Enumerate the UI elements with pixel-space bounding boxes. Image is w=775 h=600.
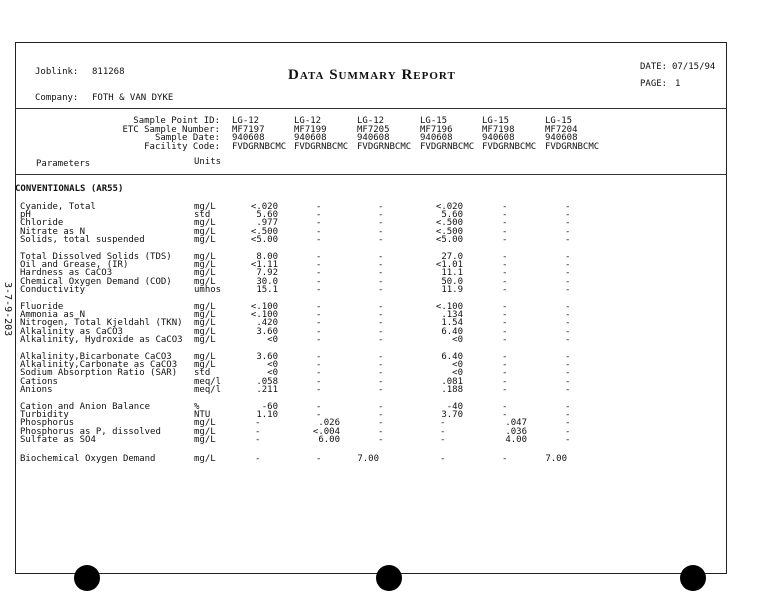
parameter-name: Turbidity [20,410,69,421]
cell-value: - [316,210,322,221]
cell-value: - [316,310,322,321]
parameter-name: Nitrogen, Total Kjeldahl (TKN) [20,318,183,329]
parameter-unit: mg/L [194,352,216,362]
sample-info-label: Facility Code: [144,141,220,152]
cell-value: <.500 [435,218,463,229]
cell-value: 1.54 [441,318,463,329]
sample-info-date: 940608 [294,133,327,144]
sample-info-point: LG-12 [232,116,260,126]
cell-value: - [255,454,261,464]
cell-value: - [502,260,508,271]
sample-info-date: 940608 [232,133,265,144]
cell-value: - [316,276,322,287]
cell-value: - [565,368,571,379]
cell-value: 3.60 [256,352,278,362]
cell-value: - [378,260,384,271]
sample-info-label: ETC Sample Number: [122,124,220,135]
cell-value: - [502,276,508,287]
sample-info-date: 940608 [545,133,578,144]
parameter-name: Cyanide, Total [20,202,96,212]
cell-value: - [316,268,322,279]
parameter-unit: umhos [194,284,222,295]
cell-value: .047 [505,418,527,429]
parameter-name: Phosphorus [20,418,75,429]
cell-value: - [440,434,446,445]
cell-value: - [255,434,261,445]
cell-value: <0 [267,334,278,345]
cell-value: - [378,268,384,279]
cell-value: - [502,226,508,237]
parameter-name: Cations [20,376,58,387]
cell-value: - [316,384,322,395]
cell-value: - [378,284,384,295]
sample-info-date: 940608 [357,133,390,144]
cell-value: - [316,402,322,412]
sample-info-facility: FVDGRNBCMC [420,141,475,152]
parameter-unit: mg/L [194,268,216,279]
cell-value: - [565,352,571,362]
parameter-unit: mg/L [194,334,216,345]
cell-value: - [565,418,571,429]
company-value: FOTH & VAN DYKE [92,93,174,103]
parameters-header: Parameters [36,159,91,169]
parameter-name: Cation and Anion Balance [20,402,151,412]
parameter-unit: mg/L [194,310,216,321]
parameter-name: Ammonia as N [20,310,86,321]
cell-value: - [565,434,571,445]
parameter-unit: mg/L [194,426,216,437]
cell-value: - [502,202,508,212]
cell-value: <.100 [250,302,278,312]
cell-value: - [502,284,508,295]
cell-value: - [378,368,384,379]
cell-value: -60 [261,402,278,412]
cell-value: - [316,252,322,262]
cell-value: - [316,234,322,245]
cell-value: - [440,454,446,464]
binder-hole-right [680,565,706,591]
cell-value: 27.0 [441,252,463,262]
binder-hole-center [376,565,402,591]
cell-value: 1.10 [256,410,278,421]
page-label: PAGE: [640,79,668,89]
cell-value: 7.00 [545,454,567,464]
parameter-unit: std [194,368,211,379]
cell-value: -40 [446,402,463,412]
cell-value: - [565,202,571,212]
cell-value: .081 [441,376,463,387]
cell-value: - [502,218,508,229]
cell-value: - [316,260,322,271]
cell-value: - [378,334,384,345]
cell-value: 15.1 [256,284,278,295]
cell-value: - [316,226,322,237]
date-value: 07/15/94 [672,62,716,72]
sample-info-facility: FVDGRNBCMC [357,141,412,152]
cell-value: - [565,376,571,387]
cell-value: 50.0 [441,276,463,287]
units-header: Units [194,157,222,167]
section-title: CONVENTIONALS (AR55) [15,184,124,194]
cell-value: - [565,310,571,321]
cell-value: .977 [256,218,278,229]
cell-value: - [378,326,384,337]
parameter-name: Alkalinity as CaCO3 [20,326,123,337]
cell-value: - [502,210,508,221]
cell-value: 11.1 [441,268,463,279]
cell-value: <1.01 [435,260,463,271]
cell-value: 7.00 [357,454,379,464]
cell-value: 30.0 [256,276,278,287]
cell-value: - [502,352,508,362]
cell-value: - [316,284,322,295]
cell-value: 6.40 [441,352,463,362]
parameter-name: Chemical Oxygen Demand (COD) [20,276,172,287]
date-label: DATE: [640,62,668,72]
cell-value: 5.60 [441,210,463,221]
title-initial: S [329,67,339,83]
parameter-unit: mg/L [194,434,216,445]
sample-info-point: LG-12 [357,116,385,126]
cell-value: - [565,226,571,237]
parameter-unit: NTU [194,410,211,421]
cell-value: - [502,454,508,464]
cell-value: - [565,210,571,221]
cell-value: - [316,376,322,387]
cell-value: - [316,454,322,464]
cell-value: .188 [441,384,463,395]
sample-info-number: MF7204 [545,124,578,135]
sample-info-number: MF7196 [420,124,453,135]
cell-value: - [378,226,384,237]
cell-value: - [378,302,384,312]
company-label: Company: [35,93,79,103]
cell-value: - [378,234,384,245]
cell-value: - [378,310,384,321]
cell-value: - [565,302,571,312]
parameter-name: Alkalinity,Carbonate as CaCO3 [20,360,178,371]
cell-value: - [565,326,571,337]
cell-value: - [565,384,571,395]
cell-value: <.020 [250,202,278,212]
cell-value: 11.9 [441,284,463,295]
cell-value: - [565,402,571,412]
cell-value: 8.00 [256,252,278,262]
cell-value: - [565,410,571,421]
sample-info-point: LG-12 [294,116,322,126]
cell-value: <.500 [435,226,463,237]
cell-value: <0 [452,360,463,371]
parameter-unit: mg/L [194,234,216,245]
cell-value: <0 [267,360,278,371]
parameter-name: Hardness as CaCO3 [20,268,113,279]
cell-value: - [502,302,508,312]
cell-value: - [502,268,508,279]
cell-value: <5.00 [435,234,463,245]
parameter-unit: mg/L [194,276,216,287]
cell-value: - [316,410,322,421]
cell-value: <5.00 [250,234,278,245]
cell-value: - [316,352,322,362]
cell-value: - [502,310,508,321]
cell-value: <.500 [250,226,278,237]
cell-value: - [502,360,508,371]
cell-value: - [565,334,571,345]
cell-value: .036 [505,426,527,437]
parameter-name: Alkalinity, Hydroxide as CaCO3 [20,334,183,345]
cell-value: <.004 [312,426,340,437]
title-initial: R [401,67,414,83]
cell-value: - [502,318,508,329]
cell-value: <1.11 [250,260,278,271]
parameter-unit: mg/L [194,226,216,237]
parameter-unit: meq/l [194,376,222,387]
parameter-name: Sulfate as SO4 [20,434,96,445]
cell-value: - [440,418,446,429]
cell-value: - [378,202,384,212]
parameter-unit: mg/L [194,302,216,312]
cell-value: - [502,410,508,421]
parameter-name: Biochemical Oxygen Demand [20,454,156,464]
cell-value: .058 [256,376,278,387]
cell-value: - [378,210,384,221]
cell-value: - [378,352,384,362]
cell-value: - [255,418,261,429]
parameter-name: Fluoride [20,302,64,312]
cell-value: - [378,218,384,229]
parameter-unit: % [194,402,200,412]
sample-info-point: LG-15 [482,116,510,126]
sample-info-facility: FVDGRNBCMC [232,141,287,152]
cell-value: - [378,376,384,387]
joblink-label: Joblink: [35,67,79,77]
sample-info-number: MF7205 [357,124,390,135]
cell-value: - [316,368,322,379]
sample-info-date: 940608 [420,133,453,144]
cell-value: - [502,384,508,395]
header-divider [15,108,727,109]
cell-value: - [255,426,261,437]
cell-value: - [378,410,384,421]
cell-value: <.100 [435,302,463,312]
sample-info-date: 940608 [482,133,515,144]
sample-info-facility: FVDGRNBCMC [294,141,349,152]
cell-value: <.020 [435,202,463,212]
parameter-name: Conductivity [20,284,86,295]
title-rest: UMMARY [338,70,397,82]
parameter-unit: mg/L [194,418,216,429]
cell-value: 6.40 [441,326,463,337]
parameter-unit: std [194,210,211,221]
report-title [288,67,456,84]
page-value: 1 [675,79,681,89]
parameter-unit: mg/L [194,454,216,464]
cell-value: - [565,218,571,229]
cell-value: - [565,252,571,262]
cell-value: - [440,426,446,437]
cell-value: - [502,402,508,412]
cell-value: - [565,284,571,295]
cell-value: - [316,218,322,229]
cell-value: - [316,318,322,329]
parameter-name: Anions [20,384,53,395]
column-header-divider [15,174,727,175]
cell-value: - [316,334,322,345]
cell-value: - [378,276,384,287]
parameter-name: Total Dissolved Solids (TDS) [20,252,172,262]
cell-value: <0 [267,368,278,379]
parameter-unit: mg/L [194,202,216,212]
parameter-unit: mg/L [194,326,216,337]
cell-value: - [565,276,571,287]
title-rest: EPORT [413,70,456,82]
title-rest: ATA [299,70,325,82]
cell-value: - [378,418,384,429]
parameter-name: Phosphorus as P, dissolved [20,426,161,437]
sample-info-label: Sample Point ID: [133,116,220,126]
cell-value: 3.60 [256,326,278,337]
sample-info-facility: FVDGRNBCMC [545,141,600,152]
cell-value: .211 [256,384,278,395]
cell-value: <.100 [250,310,278,321]
side-annotation: 3-7-9-203 [2,282,13,337]
cell-value: - [565,268,571,279]
cell-value: - [565,318,571,329]
cell-value: - [502,326,508,337]
cell-value: - [316,360,322,371]
cell-value: - [565,260,571,271]
parameter-name: Sodium Absorption Ratio (SAR) [20,368,178,379]
sample-info-number: MF7197 [232,124,265,135]
cell-value: 7.92 [256,268,278,279]
cell-value: - [565,234,571,245]
cell-value: <0 [452,368,463,379]
cell-value: .420 [256,318,278,329]
cell-value: <0 [452,334,463,345]
cell-value: .026 [318,418,340,429]
cell-value: 5.60 [256,210,278,221]
cell-value: - [378,318,384,329]
parameter-name: pH [20,210,31,221]
cell-value: - [316,202,322,212]
parameter-unit: mg/L [194,360,216,371]
sample-info-point: LG-15 [545,116,573,126]
parameter-name: Solids, total suspended [20,234,145,245]
parameter-name: Chloride [20,218,64,229]
cell-value: - [316,326,322,337]
parameter-unit: mg/L [194,252,216,262]
cell-value: - [565,426,571,437]
sample-info-point: LG-15 [420,116,448,126]
cell-value: - [316,302,322,312]
joblink-value: 811268 [92,67,125,77]
cell-value: - [378,360,384,371]
cell-value: - [378,252,384,262]
cell-value: - [502,368,508,379]
parameter-name: Alkalinity,Bicarbonate CaCO3 [20,352,172,362]
cell-value: - [378,426,384,437]
cell-value: 4.00 [505,434,527,445]
sample-info-label: Sample Date: [154,133,220,144]
sample-info-facility: FVDGRNBCMC [482,141,537,152]
parameter-unit: mg/L [194,218,216,229]
parameter-name: Oil and Grease, (IR) [20,260,129,271]
parameter-unit: meq/l [194,384,222,395]
cell-value: - [565,360,571,371]
cell-value: .134 [441,310,463,321]
sample-info-number: MF7198 [482,124,515,135]
cell-value: - [502,252,508,262]
cell-value: - [378,384,384,395]
parameter-unit: mg/L [194,260,216,271]
cell-value: - [502,234,508,245]
sample-info-number: MF7199 [294,124,327,135]
parameter-unit: mg/L [194,318,216,329]
cell-value: - [378,434,384,445]
cell-value: - [502,334,508,345]
cell-value: - [502,376,508,387]
cell-value: - [378,402,384,412]
binder-hole-left [74,565,100,591]
cell-value: 6.00 [318,434,340,445]
title-initial: D [288,67,300,83]
cell-value: 3.70 [441,410,463,421]
parameter-name: Nitrate as N [20,226,86,237]
